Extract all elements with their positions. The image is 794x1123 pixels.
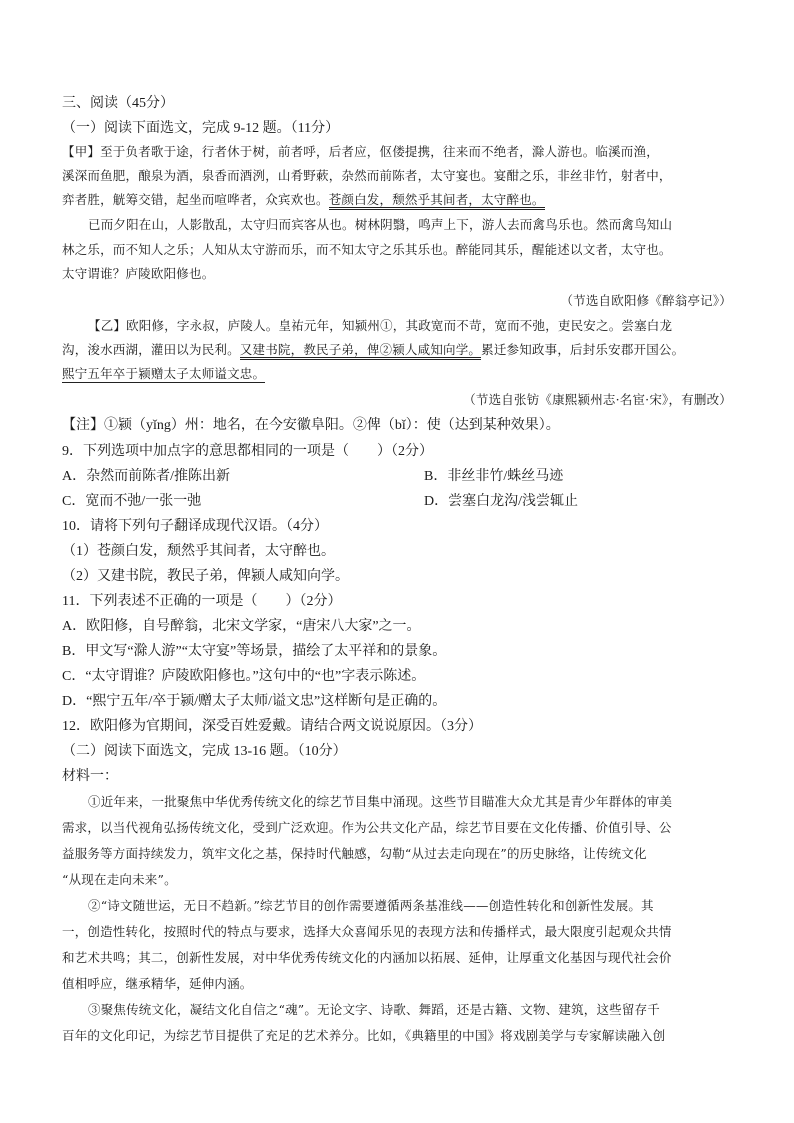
material-p1-line-3: 益服务等方面持续发力，筑牢文化之基，保持时代触感，勾勒“从过去走向现在”的历史脉络，让传统文化 (62, 846, 647, 861)
question-9-option-d: D．尝塞白龙沟/浅尝辄止 (424, 494, 578, 509)
part2-header: （二）阅读下面选文，完成 13-16 题。（10分） (62, 744, 347, 759)
question-10-sentence-2: （2）又建书院，教民子弟，俾颍人咸知向学。 (62, 569, 349, 584)
jia-underlined-sentence: 苍颜白发，颓然乎其间者，太守醉也。 (329, 192, 545, 210)
material-label: 材料一： (62, 769, 118, 784)
question-11-option-c: C．“太守谓谁？庐陵欧阳修也。”这句中的“也”字表示陈述。 (62, 669, 426, 684)
material-p1-line-1: ①近年来，一批聚焦中华优秀传统文化的综艺节目集中涌现。这些节目瞄准大众尤其是青少年群体的审美 (88, 794, 673, 809)
material-p3-line-1: ③聚焦传统文化，凝结文化自信之“魂”。无论文字、诗歌、舞蹈，还是古籍、文物、建筑，这些留存千 (88, 1002, 660, 1017)
question-9-stem: 9．下列选项中加点字的意思都相同的一项是（ ）（2分） (62, 444, 433, 459)
yi-line-2-text-a: 沟，浚水西湖，灌田以为民利。 (62, 342, 240, 357)
annotation-note: 【注】①颍（yǐng）州：地名，在今安徽阜阳。②俾（bǐ）：使（达到某种效果）。 (62, 418, 560, 433)
jia-line-2: 溪深而鱼肥，酿泉为酒，泉香而酒洌，山肴野蔌，杂然而前陈者，太守宴也。宴酣之乐，非丝非竹，射者中， (62, 168, 672, 183)
question-9-option-a: A．杂然而前陈者/推陈出新 (62, 469, 230, 484)
question-9-option-b: B．非丝非竹/蛛丝马迹 (424, 469, 564, 484)
jia-line-3 (62, 190, 545, 208)
question-11-option-a: A．欧阳修，自号醉翁，北宋文学家，“唐宋八大家”之一。 (62, 619, 421, 634)
jia-para2-line-1: 已而夕阳在山，人影散乱，太守归而宾客从也。树林阴翳，鸣声上下，游人去而禽鸟乐也。然而禽鸟知山 (88, 217, 673, 232)
jia-para2-line-3: 太守谓谁？庐陵欧阳修也。 (62, 266, 215, 281)
yi-underlined-sentence-2: 熙宁五年卒于颍赠太子太师谥文忠。 (62, 366, 266, 381)
yi-line-2 (62, 340, 684, 358)
yi-line-2-text-c: 累迁参知政事，后封乐安郡开国公。 (481, 342, 685, 357)
part1-header: （一）阅读下面选文，完成 9-12 题。（11分） (62, 121, 340, 136)
material-p2-line-1: ②“诗文随世运，无日不趋新。”综艺节目的创作需要遵循两条基准线——创造性转化和创新性发展。其 (88, 898, 654, 913)
yi-line-3 (62, 364, 265, 382)
section-title: 三、阅读（45分） (62, 96, 174, 111)
question-9-option-c: C．宽而不弛/一张一弛 (62, 494, 202, 509)
jia-para2-line-2: 林之乐，而不知人之乐；人知从太守游而乐，而不知太守之乐其乐也。醉能同其乐，醒能述以文者，太守也。 (62, 242, 672, 257)
material-p1-line-2: 需求，以当代视角弘扬传统文化，受到广泛欢迎。作为公共文化产品，综艺节目要在文化传播、价值引导、公 (62, 820, 672, 835)
yi-underlined-sentence: 又建书院，教民子弟，俾②颍人咸知向学。 (240, 342, 481, 360)
jia-line-1: 【甲】至于负者歌于途，行者休于树，前者呼，后者应，伛偻提携，往来而不绝者，滁人游也。临溪而渔， (62, 144, 659, 159)
question-11-option-d: D．“熙宁五年/卒于颍/赠太子太师/谥文忠”这样断句是正确的。 (62, 694, 447, 709)
yi-line-1: 【乙】欧阳修，字永叔，庐陵人。皇祐元年，知颍州①，其政宽而不苛，宽而不弛，吏民安之。尝塞白龙 (88, 318, 673, 333)
question-11-option-b: B．甲文写“滁人游”“太守宴”等场景，描绘了太平祥和的景象。 (62, 644, 447, 659)
material-p3-line-2: 百年的文化印记，为综艺节目提供了充足的艺术养分。比如，《典籍里的中国》将戏剧美学与专家解读融入创 (62, 1028, 666, 1043)
jia-line-3-text: 弈者胜，觥筹交错，起坐而喧哗者，众宾欢也。 (62, 192, 329, 207)
material-p2-line-4: 值相呼应，继承精华，延伸内涵。 (62, 976, 253, 991)
question-10-sentence-1: （1）苍颜白发，颓然乎其间者，太守醉也。 (62, 544, 335, 559)
yi-source: （节选自张钫《康熙颍州志·名宦·宋》，有删改） (463, 392, 732, 407)
question-12-stem: 12．欧阳修为官期间，深受百姓爱戴。请结合两文说说原因。（3分） (62, 719, 482, 734)
jia-source: （节选自欧阳修《醉翁亭记》） (560, 293, 732, 308)
question-11-stem: 11．下列表述不正确的一项是（ ）（2分） (62, 594, 342, 609)
material-p1-line-4: “从现在走向未来”。 (62, 872, 177, 887)
material-p2-line-2: 一，创造性转化，按照时代的特点与要求，选择大众喜闻乐见的表现方法和传播样式，最大限度引起观众共情 (62, 924, 672, 939)
question-10-stem: 10．请将下列句子翻译成现代汉语。（4分） (62, 519, 328, 534)
material-p2-line-3: 和艺术共鸣；其二，创新性发展，对中华优秀传统文化的内涵加以拓展、延伸，让厚重文化基因与现代社会价 (62, 950, 672, 965)
